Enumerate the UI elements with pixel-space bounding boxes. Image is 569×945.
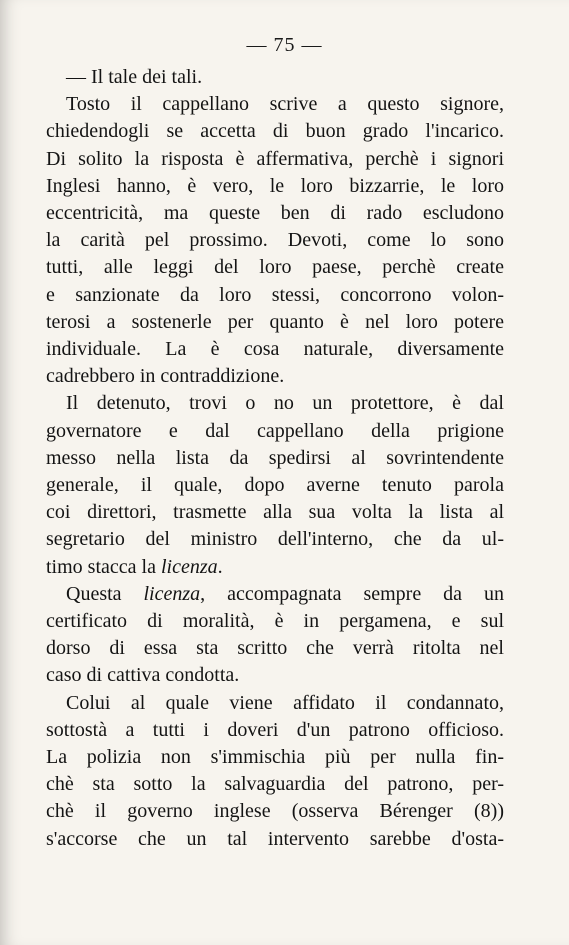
- page-number: — 75 —: [246, 34, 323, 56]
- body-text: [46, 64, 504, 853]
- text-line: Di solito la risposta è affermativa, perchè i signori: [46, 147, 504, 170]
- text-line: terosi a sostenerle per quanto è nel loro potere: [46, 310, 504, 333]
- text-line: Questa licenza, accompagnata sempre da un: [66, 582, 504, 605]
- text-line: Tosto il cappellano scrive a questo signore,: [66, 93, 504, 116]
- text-line: chè sta sotto la salvaguardia del patrono, per-: [46, 773, 504, 796]
- text-line: governatore e dal cappellano della prigione: [46, 419, 504, 442]
- text-line: segretario del ministro dell'interno, che da ul-: [46, 528, 504, 551]
- text-line: — Il tale dei tali.: [66, 66, 203, 88]
- text-line: cadrebbero in contraddizione.: [46, 365, 285, 388]
- text-line: individuale. La è cosa naturale, diversamente: [46, 338, 504, 361]
- text-line: la carità pel prossimo. Devoti, come lo sono: [46, 229, 504, 252]
- text-line: eccentricità, ma queste ben di rado escludono: [46, 202, 504, 225]
- emphasized-word: licenza: [143, 582, 201, 605]
- text-line: timo stacca la licenza.: [46, 555, 223, 578]
- paragraph: [46, 690, 504, 853]
- text-line: La polizia non s'immischia più per nulla fin-: [46, 746, 504, 769]
- text-line: tutti, alle leggi del loro paese, perchè create: [46, 256, 504, 279]
- text-line: Colui al quale viene affidato il condannato,: [66, 691, 504, 714]
- emphasized-word: licenza: [160, 555, 218, 578]
- text-line: caso di cattiva condotta.: [46, 664, 240, 687]
- text-line: generale, il quale, dopo averne tenuto parola: [46, 474, 504, 497]
- paragraph: [46, 64, 504, 91]
- text-line: dorso di essa sta scritto che verrà ritolta nel: [46, 637, 504, 660]
- text-line: messo nella lista da spedirsi al sovrintendente: [46, 446, 504, 469]
- paragraph: [46, 581, 504, 690]
- text-line: Il detenuto, trovi o no un protettore, è dal: [66, 392, 504, 415]
- text-line: coi direttori, trasmette alla sua volta la lista al: [46, 501, 504, 524]
- text-line: e sanzionate da loro stessi, concorrono volon-: [46, 283, 504, 306]
- text-line: certificato di moralità, è in pergamena, e sul: [46, 610, 504, 633]
- text-line: Inglesi hanno, è vero, le loro bizzarrie, le loro: [46, 174, 504, 197]
- paragraph: [46, 390, 504, 580]
- text-line: chè il governo inglese (osserva Bérenger (8)): [46, 800, 504, 823]
- text-line: s'accorse che un tal intervento sarebbe d'osta-: [46, 827, 504, 850]
- text-line: sottostà a tutti i doveri d'un patrono officioso.: [46, 718, 504, 741]
- text-line: chiedendogli se accetta di buon grado l'incarico.: [46, 120, 504, 143]
- paragraph: [46, 91, 504, 390]
